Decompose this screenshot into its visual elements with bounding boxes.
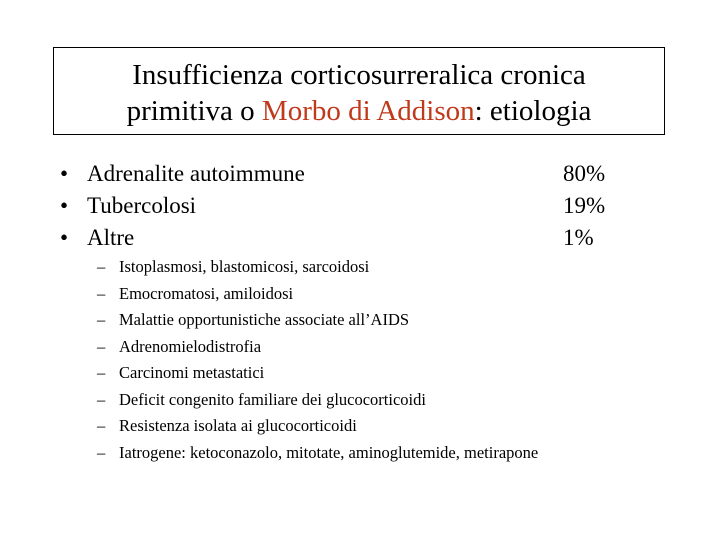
other-cause-item bbox=[97, 360, 657, 387]
dash-icon: – bbox=[97, 442, 106, 462]
other-cause-label: Iatrogene: ketoconazolo, mitotate, aminoglutemide, metirapone bbox=[119, 442, 539, 462]
other-cause-label: Resistenza isolata ai glucocorticoidi bbox=[119, 416, 357, 435]
other-cause-item bbox=[97, 307, 657, 334]
other-cause-label: Deficit congenito familiare dei glucocorticoidi bbox=[119, 389, 426, 409]
cause-percent: 80% bbox=[563, 161, 606, 186]
dash-icon: – bbox=[97, 283, 106, 303]
other-cause-label: Emocromatosi, amiloidosi bbox=[119, 283, 294, 303]
dash-icon: – bbox=[97, 257, 106, 276]
other-cause-item bbox=[97, 254, 657, 281]
causes-list bbox=[60, 158, 620, 254]
other-cause-item bbox=[97, 440, 657, 467]
cause-percent: 1% bbox=[563, 225, 594, 250]
other-cause-item bbox=[97, 387, 657, 414]
other-cause-item bbox=[97, 334, 657, 361]
cause-item bbox=[60, 222, 620, 254]
dash-icon: – bbox=[97, 389, 106, 409]
other-cause-label: Carcinomi metastatici bbox=[119, 363, 265, 382]
slide-title bbox=[53, 47, 665, 135]
title-line-2-suffix: : etiologia bbox=[474, 95, 592, 127]
other-causes-list bbox=[97, 254, 657, 466]
other-cause-label: Istoplasmosi, blastomicosi, sarcoidosi bbox=[119, 257, 370, 276]
other-cause-item bbox=[97, 413, 657, 440]
dash-icon: – bbox=[97, 336, 106, 356]
dash-icon: – bbox=[97, 310, 106, 329]
title-line-2 bbox=[54, 93, 664, 129]
dash-icon: – bbox=[97, 416, 106, 435]
bullet-icon: • bbox=[60, 225, 69, 250]
bullet-icon: • bbox=[60, 161, 69, 186]
title-line-2-prefix: primitiva o bbox=[126, 95, 262, 127]
cause-label: Altre bbox=[87, 225, 135, 250]
cause-item bbox=[60, 158, 620, 190]
cause-percent: 19% bbox=[563, 193, 606, 218]
other-cause-label: Adrenomielodistrofia bbox=[119, 336, 262, 356]
cause-item bbox=[60, 190, 620, 222]
cause-label: Adrenalite autoimmune bbox=[87, 161, 305, 186]
other-cause-label: Malattie opportunistiche associate all’AIDS bbox=[119, 310, 410, 329]
title-line-1: Insufficienza corticosurreralica cronica bbox=[132, 59, 586, 91]
other-cause-item bbox=[97, 281, 657, 308]
cause-label: Tubercolosi bbox=[87, 193, 197, 218]
dash-icon: – bbox=[97, 363, 106, 382]
bullet-icon: • bbox=[60, 193, 69, 218]
title-highlight-disease: Morbo di Addison bbox=[261, 95, 475, 127]
